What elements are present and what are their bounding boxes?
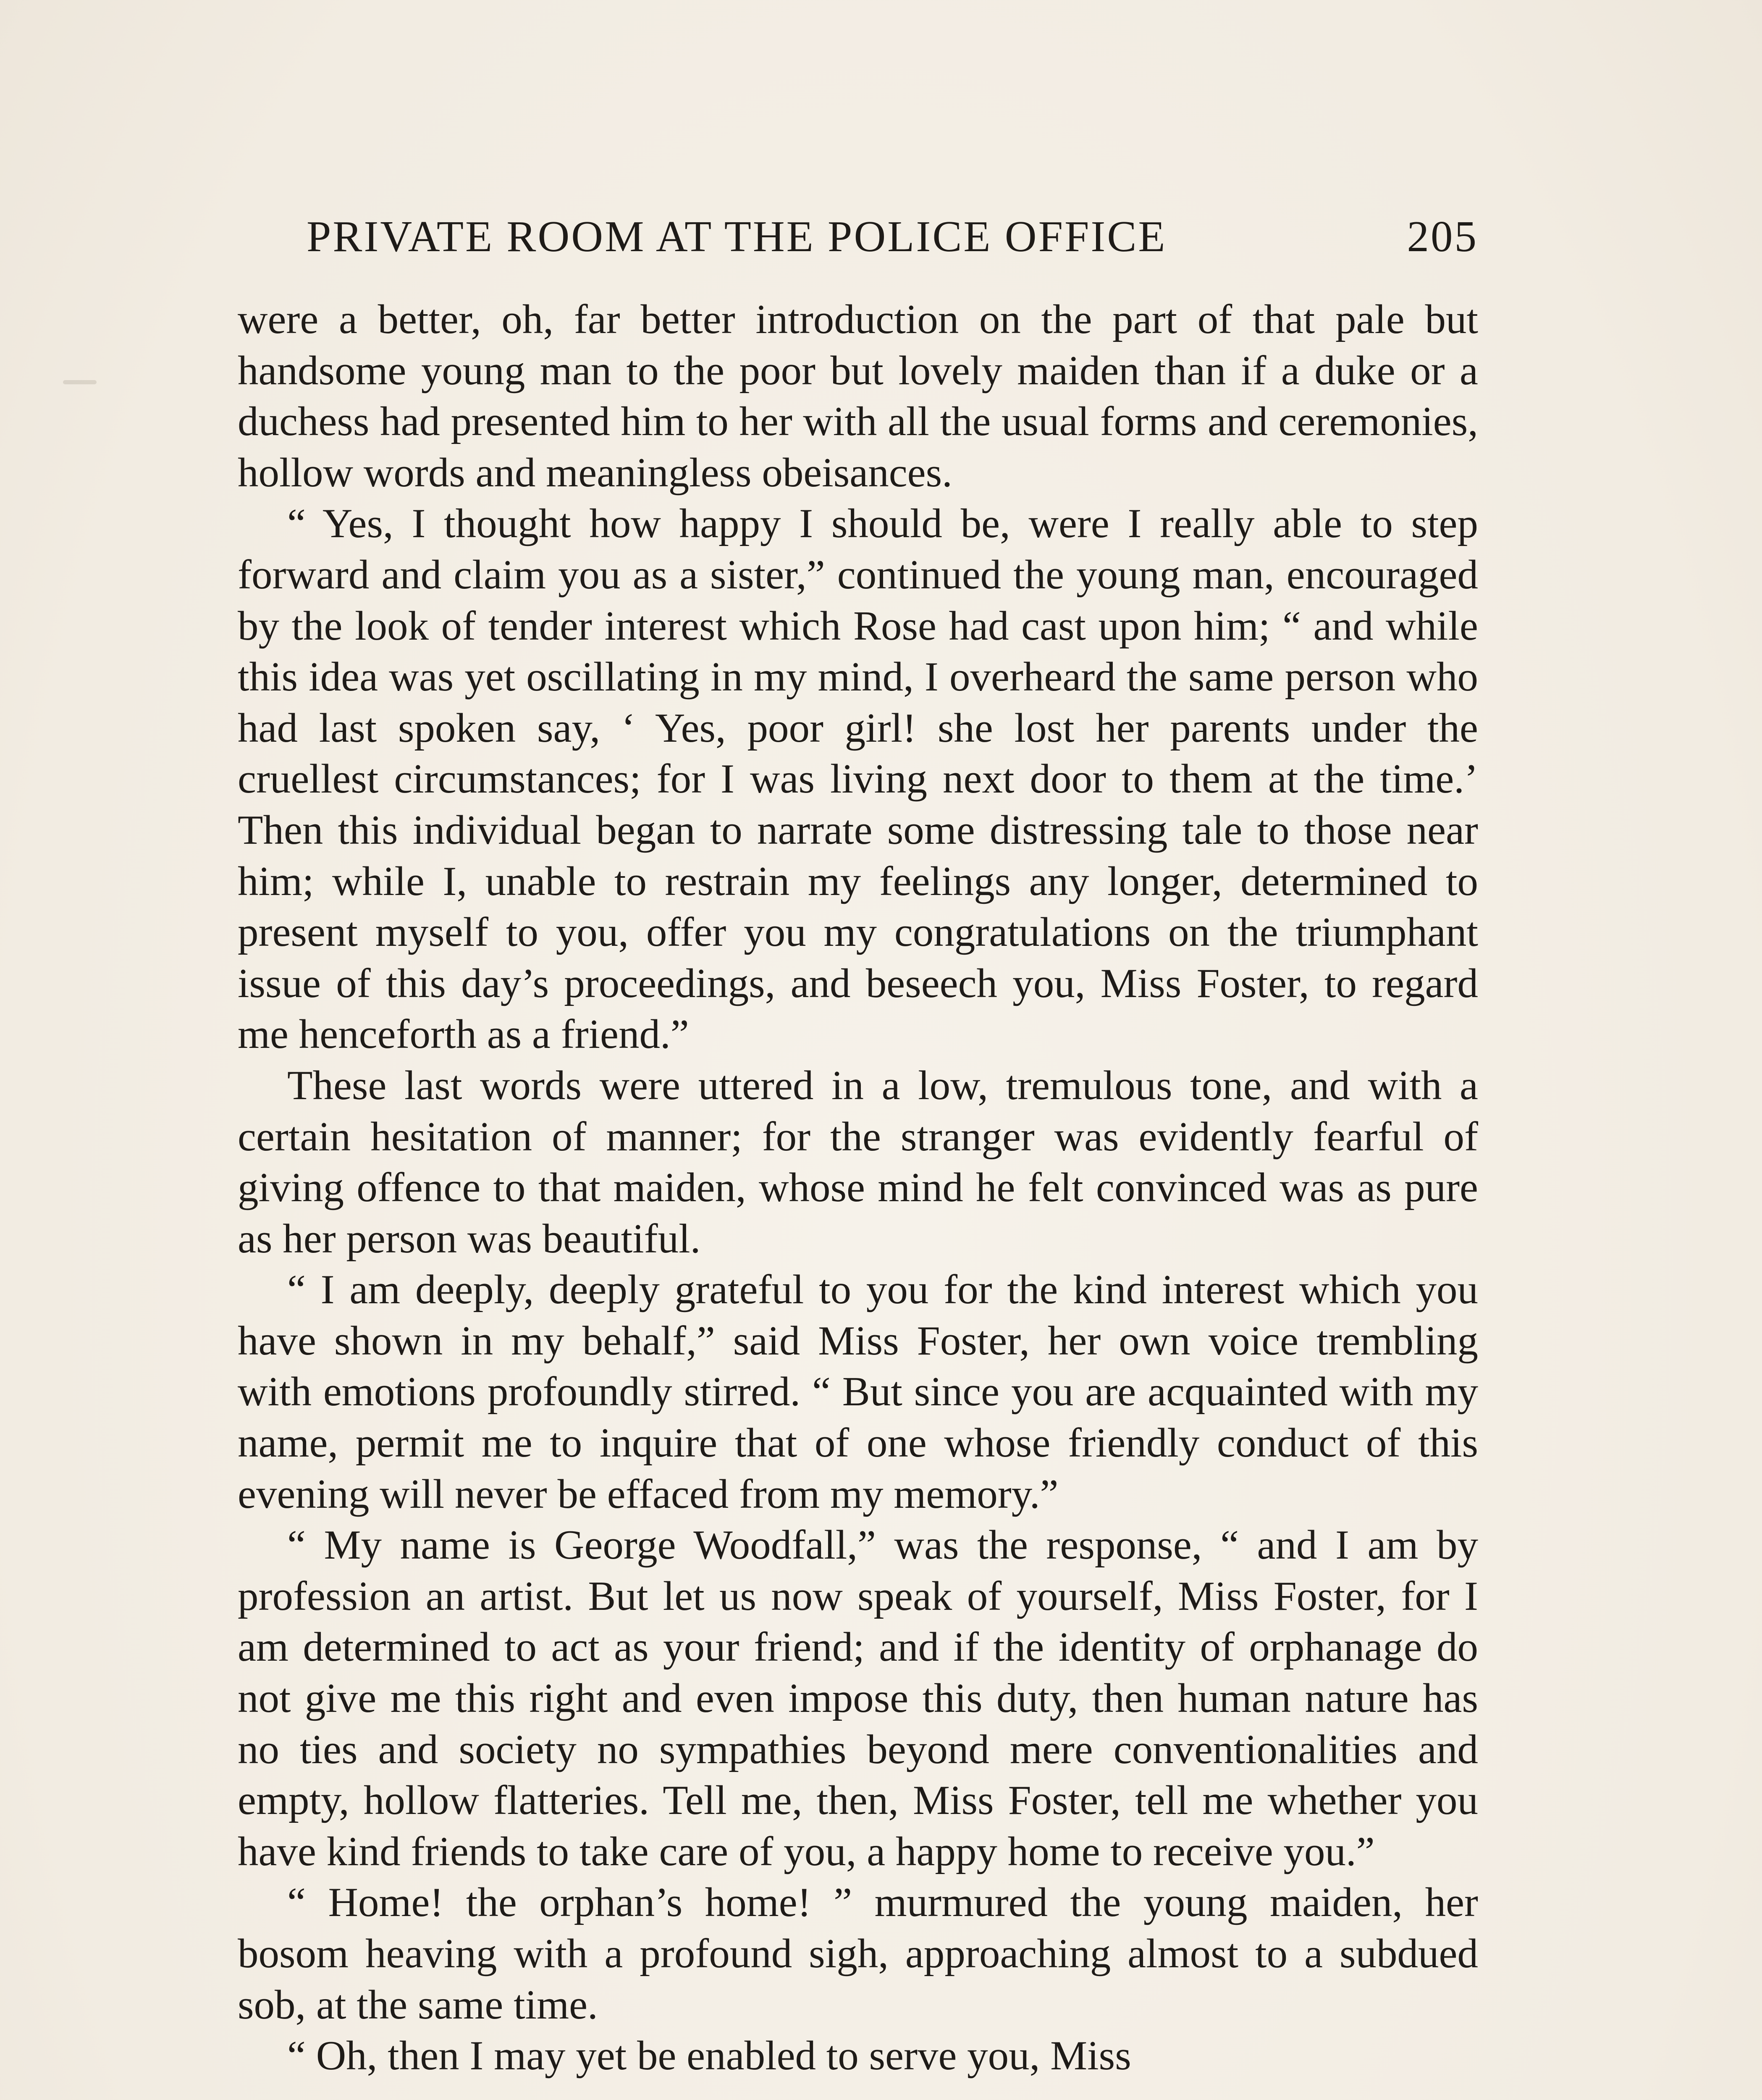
paper-smudge bbox=[63, 380, 97, 384]
paragraph: These last words were uttered in a low, tremulous tone, and with a certain hesitation of manner; for the stranger was evidently fearful of giving offence to that maiden, whose mind he felt convinced was as pure as her person was beautiful. bbox=[238, 1062, 1478, 1262]
paragraph: “ Home! the orphan’s home! ” murmured the young maiden, her bosom heaving with a profound sigh, approaching almost to a subdued sob, at the same time. bbox=[238, 1880, 1478, 2028]
paragraph: “ I am deeply, deeply grateful to you for the kind interest which you have shown in my behalf,” said Miss Foster, her own voice trembling with emotions profoundly stirred. “ But since you are acquainted with my name, permit me to inquire that of one whose friendly conduct of this evening will never be effaced from my memory.” bbox=[238, 1267, 1478, 1517]
paragraph: “ Yes, I thought how happy I should be, were I really able to step forward and claim you as a sister,” continued the young man, encouraged by the look of tender interest which Rose had cast upon him; “ and while this idea was yet oscillating in my mind, I overheard the same person who had last spoken say, ‘ Yes, poor girl! she lost her parents under the cruellest circumstances; for I was living next door to them at the time.’ Then this individual began to narrate some distressing tale to those near him; while I, unable to restrain my feelings any longer, determined to present myself to you, offer you my congratulations on the triumphant issue of this day’s proceedings, and beseech you, Miss Foster, to regard me henceforth as a friend.” bbox=[238, 501, 1478, 1058]
paragraph: “ Oh, then I may yet be enabled to serve you, Miss bbox=[287, 2033, 1131, 2079]
body-text bbox=[238, 294, 1478, 2082]
paragraph: were a better, oh, far better introduction on the part of that pale but handsome young man to the poor but lovely maiden than if a duke or a duchess had presented him to her with all the usual forms and ceremonies, hollow words and meaningless obeisances. bbox=[238, 297, 1478, 496]
chapter-title: PRIVATE ROOM AT THE POLICE OFFICE bbox=[307, 212, 1167, 261]
running-head bbox=[307, 205, 1478, 268]
paragraph: “ My name is George Woodfall,” was the response, “ and I am by profession an artist. But let us now speak of yourself, Miss Foster, for I am determined to act as your friend; and if the identity of orphanage do not give me this right and even impose this duty, then human nature has no ties and society no sympathies beyond mere conventionalities and empty, hollow flatteries. Tell me, then, Miss Foster, tell me whether you have kind friends to take care of you, a happy home to receive you.” bbox=[238, 1522, 1478, 1874]
page-number: 205 bbox=[1407, 212, 1478, 261]
